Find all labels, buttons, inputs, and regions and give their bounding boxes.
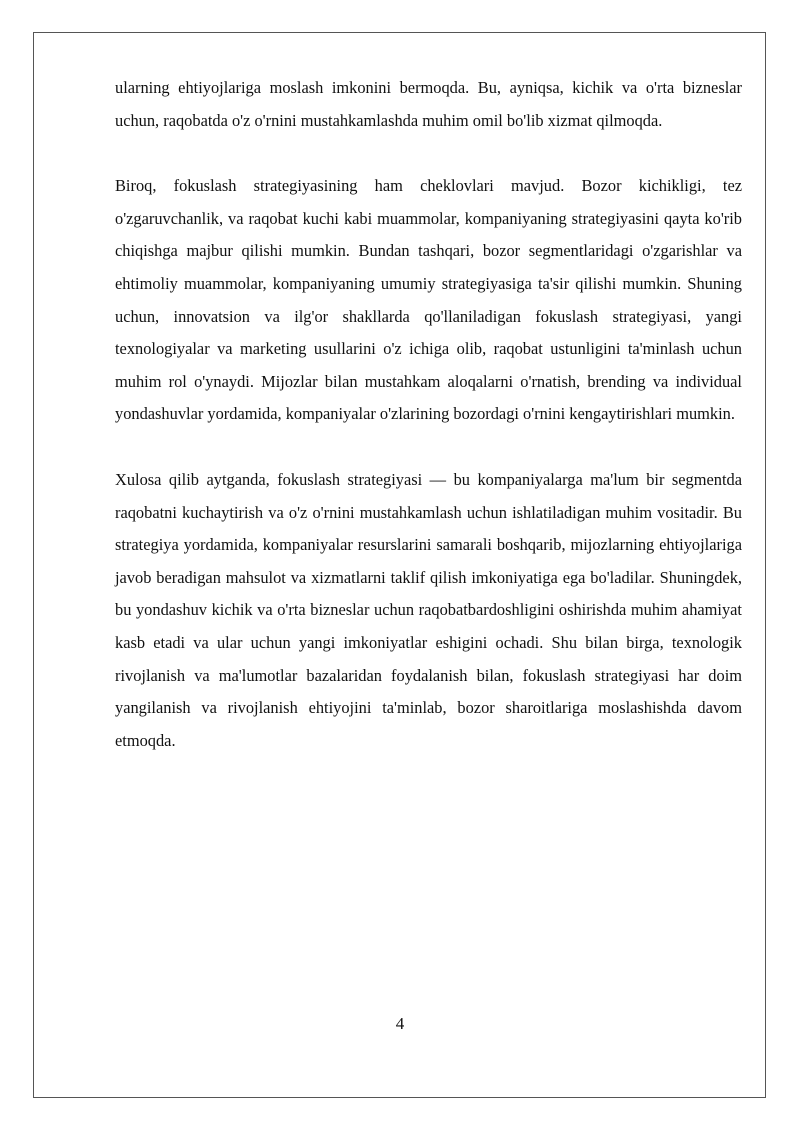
paragraph-2: Biroq, fokuslash strategiyasining ham cheklovlari mavjud. Bozor kichikligi, tez o'zgaruvchanlik, va raqobat kuchi kabi muammolar, kompaniyaning strategiyasini qayta ko'rib chiqishga majbur qilishi mumkin. Bundan tashqari, bozor segmentlaridagi o'zgarishlar va ehtimoliy muammolar, kompaniyaning umumiy strategiyasiga ta'sir qilishi mumkin. Shuning uchun, innovatsion va ilg'or shakllarda qo'llaniladigan fokuslash strategiyasi, yangi texnologiyalar va marketing usullarini o'z ichiga olib, raqobat ustunligini ta'minlash uchun muhim rol o'ynaydi. Mijozlar bilan mustahkam aloqalarni o'rnatish, brending va individual yondashuvlar yordamida, kompaniyalar o'zlarining bozordagi o'rnini kengaytirishlari mumkin.	[115, 176, 742, 424]
paragraph-1: ularning ehtiyojlariga moslash imkonini bermoqda. Bu, ayniqsa, kichik va o'rta bizneslar uchun, raqobatda o'z o'rnini mustahkamlashda muhim omil bo'lib xizmat qilmoqda.	[115, 78, 742, 130]
document-body	[115, 72, 742, 757]
paragraph-3: Xulosa qilib aytganda, fokuslash strategiyasi — bu kompaniyalarga ma'lum bir segmentda raqobatni kuchaytirish va o'z o'rnini mustahkamlash uchun ishlatiladigan muhim vositadir. Bu strategiya yordamida, kompaniyalar resurslarini samarali boshqarib, mijozlarning ehtiyojlariga javob beradigan mahsulot va xizmatlarni taklif qilish imkoniyatiga ega bo'ladilar. Shuningdek, bu yondashuv kichik va o'rta bizneslar uchun raqobatbardoshligini oshirishda muhim ahamiyat kasb etadi va ular uchun yangi imkoniyatlar eshigini ochadi. Shu bilan birga, texnologik rivojlanish va ma'lumotlar bazalaridan foydalanish bilan, fokuslash strategiyasi har doim yangilanish va rivojlanish ehtiyojini ta'minlab, bozor sharoitlariga moslashishda davom etmoqda.	[115, 469, 742, 750]
page-number: 4	[395, 1014, 405, 1033]
